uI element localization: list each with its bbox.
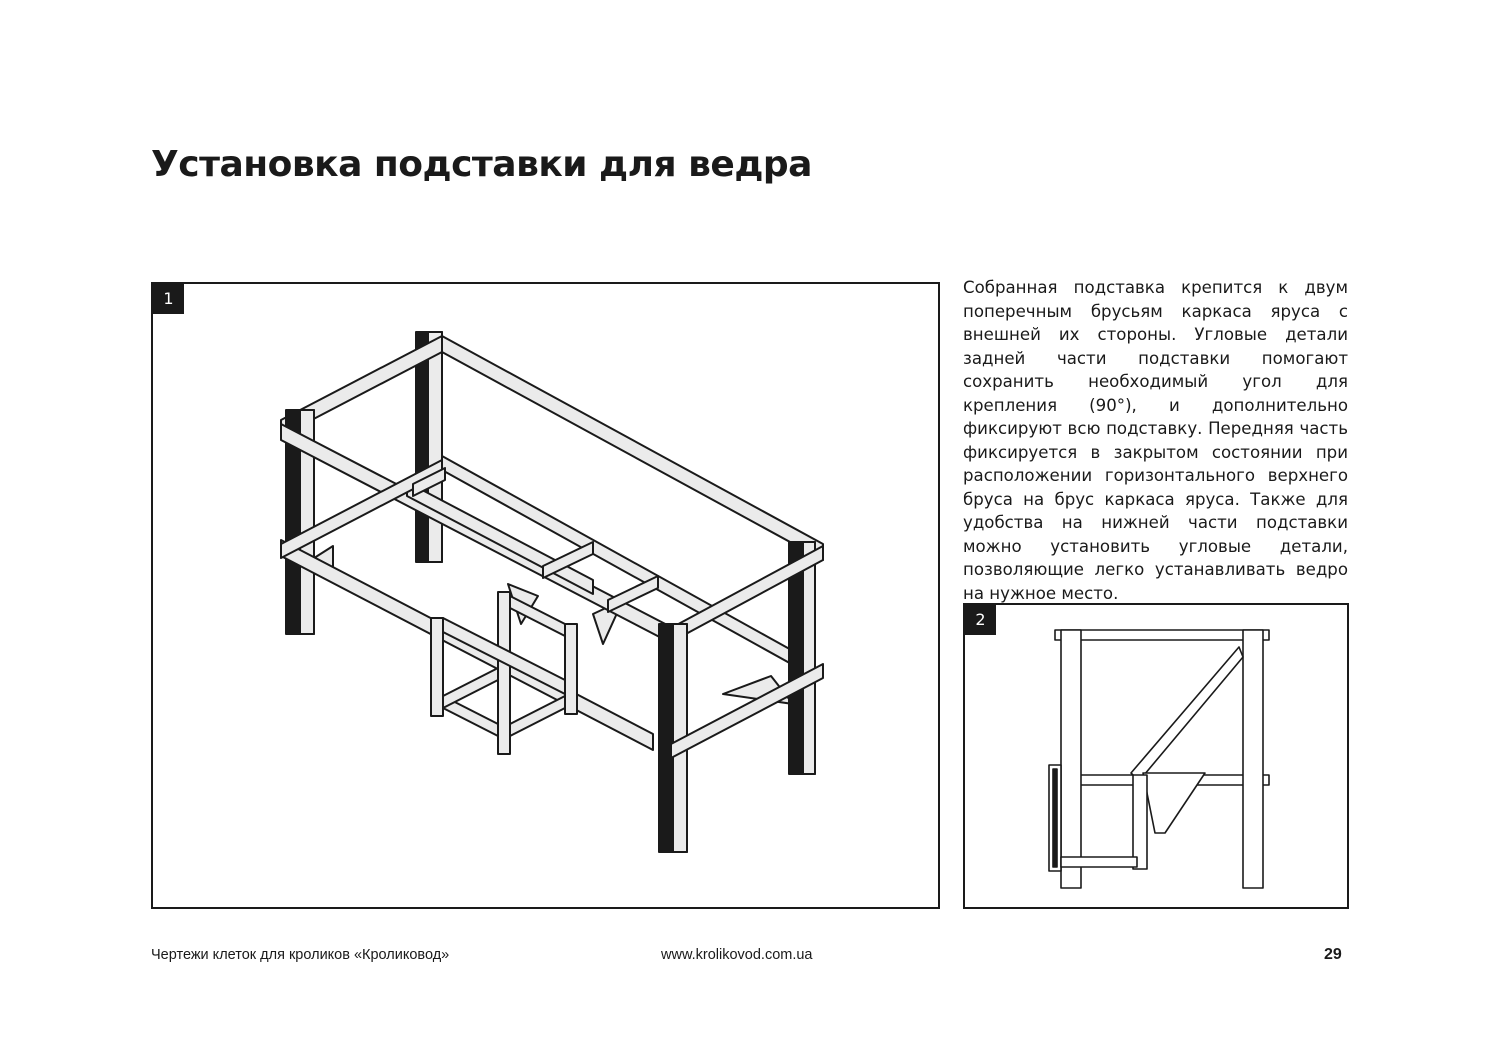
footer-website-link[interactable]: www.krolikovod.com.ua [661, 947, 813, 963]
figure-1 [151, 282, 940, 909]
description-text: Собранная подставка крепится к двум поперечным брусьям каркаса яруса с внешней их стороны. Угловые детали задней части подставки помогают сохранить необходимый угол для крепления (90°), и дополнительно фиксируют всю подставку. Передняя часть фиксируется в закрытом состоянии при расположении горизонтального верхнего бруса на брус каркаса яруса. Также для удобства на нижней части подставки можно установить угловые детали, позволяющие легко устанавливать ведро на нужное место. [963, 278, 1348, 603]
side-view-drawing [965, 605, 1347, 907]
page-title: Установка подставки для ведра [151, 144, 812, 185]
figure-2 [963, 603, 1349, 909]
footer-book-title: Чертежи клеток для кроликов «Кроликовод» [151, 947, 450, 963]
page-number: 29 [1324, 946, 1342, 963]
isometric-frame-drawing [153, 284, 938, 907]
figure-number-badge: 1 [153, 284, 184, 314]
figure-number-badge: 2 [965, 605, 996, 635]
